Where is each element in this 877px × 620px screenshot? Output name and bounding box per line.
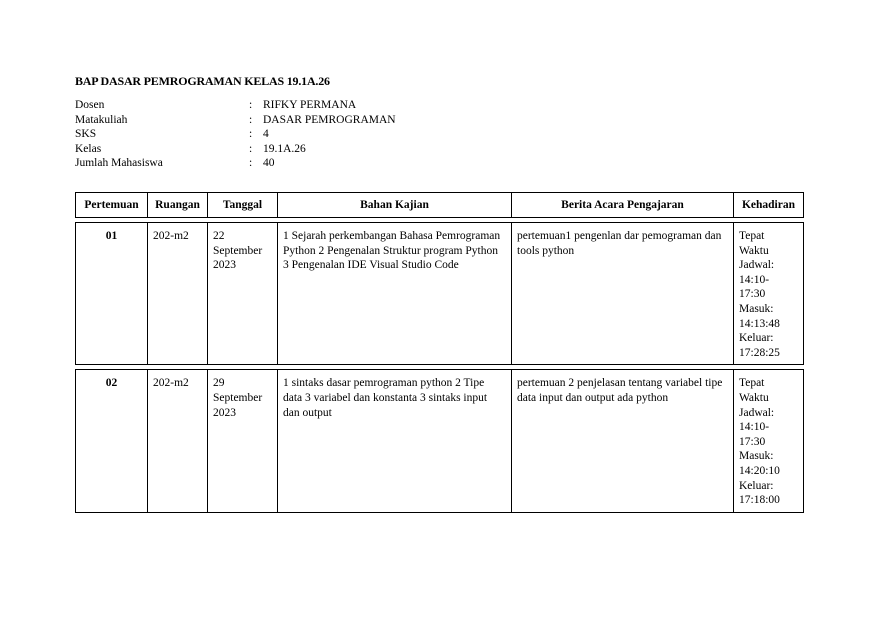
kehadiran-line: 14:20:10 [739,464,780,477]
document-title: BAP DASAR PEMROGRAMAN KELAS 19.1A.26 [75,74,330,88]
info-colon: : [249,157,253,170]
kehadiran-line: 14:13:48 [739,317,780,330]
cell-berita-acara: pertemuan1 pengenlan dar pemograman dan tools python [512,223,734,365]
info-colon: : [249,99,253,111]
kehadiran-line: 17:30 [739,288,766,301]
kehadiran-line: 17:30 [739,435,766,448]
kehadiran-line: Waktu [739,391,769,404]
table-row [76,370,804,512]
cell-bahan-kajian: 1 sintaks dasar pemrograman python 2 Tipe data 3 variabel dan konstanta 3 sintaks input dan output [278,370,512,512]
header-pertemuan: Pertemuan [76,193,148,218]
info-label: SKS [75,128,97,141]
cell-berita-acara: pertemuan 2 penjelasan tentang variabel tipe data input dan output ada python [512,370,734,512]
info-row-jumlah-mahasiswa [75,156,396,171]
header-tanggal: Tanggal [208,193,278,218]
header-bahan-kajian: Bahan Kajian [278,193,512,218]
info-row-matakuliah [75,113,396,128]
kehadiran-line: Masuk: [739,450,774,463]
info-value: RIFKY PERMANA [263,99,357,111]
cell-kehadiran [734,223,804,365]
cell-tanggal: 29 September 2023 [208,370,278,512]
course-info [75,98,396,171]
header-kehadiran: Kehadiran [734,193,804,218]
kehadiran-line: Tepat [739,377,765,390]
header-berita-acara: Berita Acara Pengajaran [512,193,734,218]
kehadiran-line: 14:10- [739,273,770,286]
kehadiran-line: Keluar: [739,332,774,345]
attendance-table [75,192,804,513]
info-label: Kelas [75,142,102,155]
kehadiran-line: Jadwal: [739,259,775,272]
kehadiran-line: 17:18:00 [739,494,780,507]
info-colon: : [249,142,253,155]
cell-ruangan: 202-m2 [148,223,208,365]
cell-kehadiran [734,370,804,512]
info-value: 19.1A.26 [263,142,306,155]
cell-pertemuan: 02 [76,370,148,512]
info-row-kelas [75,142,396,157]
info-colon: : [249,128,253,141]
info-value: 4 [263,128,269,141]
kehadiran-line: Jadwal: [739,406,775,419]
kehadiran-line: Waktu [739,244,769,257]
cell-bahan-kajian: 1 Sejarah perkembangan Bahasa Pemrograman Python 2 Pengenalan Struktur program Python 3 Pengenalan IDE Visual Studio Code [278,223,512,365]
info-label: Matakuliah [75,113,128,126]
info-row-sks [75,127,396,142]
kehadiran-line: 17:28:25 [739,346,780,359]
info-label: Dosen [75,99,105,111]
cell-pertemuan: 01 [76,223,148,365]
info-value: DASAR PEMROGRAMAN [263,113,396,126]
info-label: Jumlah Mahasiswa [75,157,163,170]
kehadiran-line: Masuk: [739,302,774,315]
table-row [76,223,804,365]
kehadiran-line: 14:10- [739,421,770,434]
kehadiran-line: Keluar: [739,479,774,492]
header-ruangan: Ruangan [148,193,208,218]
info-row-dosen [75,98,396,113]
cell-ruangan: 202-m2 [148,370,208,512]
info-colon: : [249,113,253,126]
info-value: 40 [263,157,275,170]
kehadiran-line: Tepat [739,230,765,242]
cell-tanggal: 22 September 2023 [208,223,278,365]
table-header-row [76,193,804,218]
